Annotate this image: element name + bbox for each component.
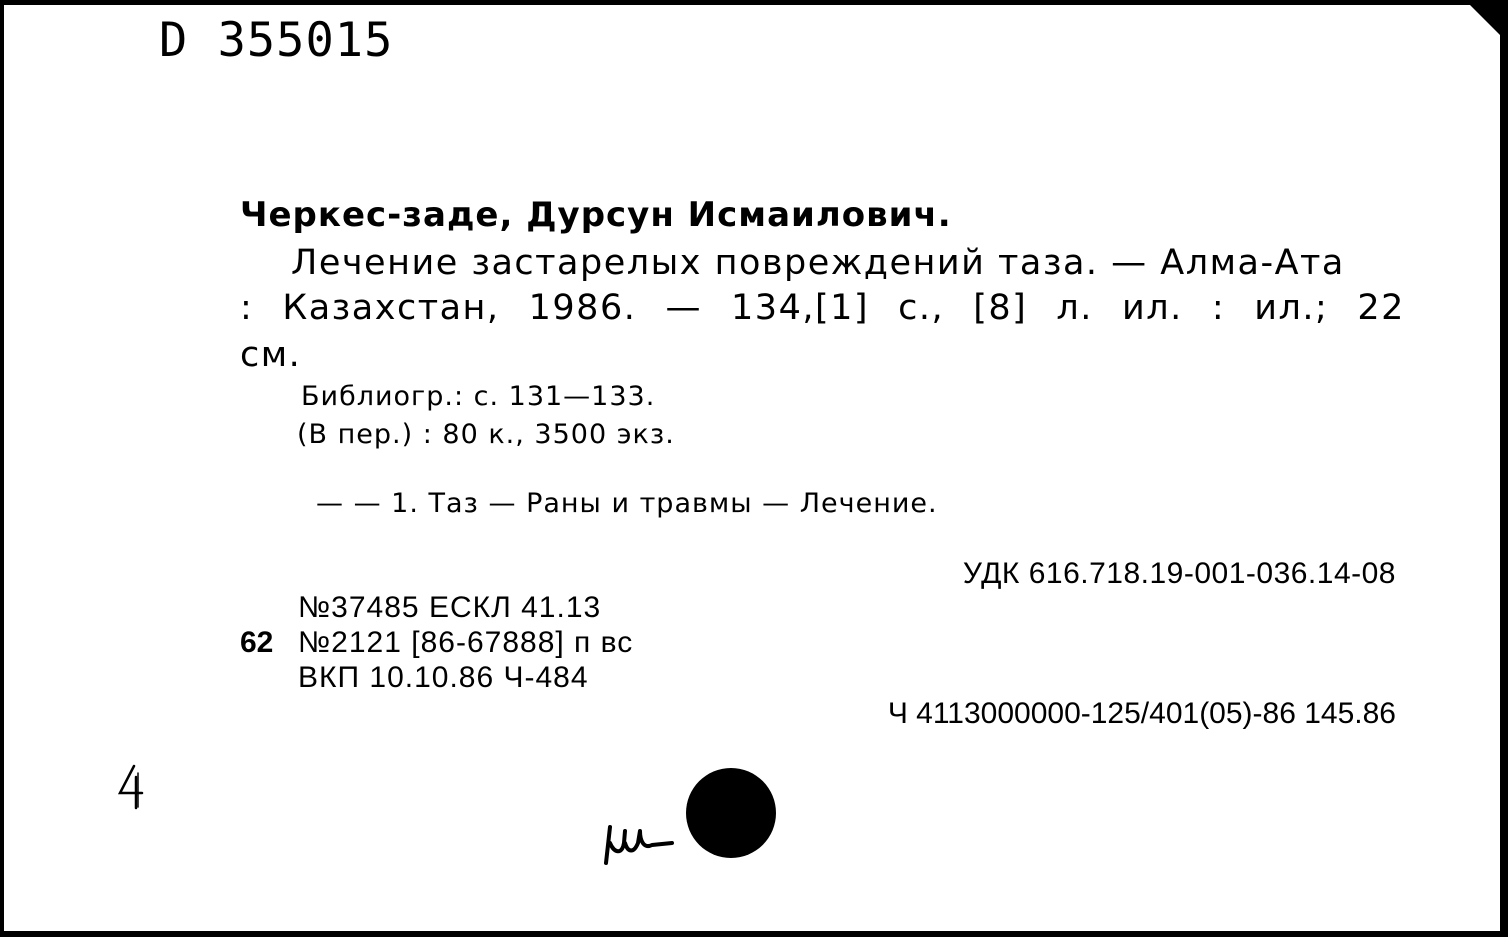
title-line-2-word: с., (898, 288, 945, 328)
title-line-2-word: 134,[1] (731, 288, 870, 328)
title-line-2 (240, 288, 1405, 328)
price-note: (В пер.) : 80 к., 3500 экз. (297, 419, 675, 450)
title-line-2-word: л. (1056, 288, 1093, 328)
title-line-2-word: : (240, 288, 254, 328)
registration-line-2: №2121 [86-67888] п вс (298, 626, 634, 659)
title-line-2-word: ил.; (1254, 288, 1329, 328)
title-line-2-word: — (665, 288, 702, 328)
registration-block (240, 591, 633, 696)
handwritten-digit (112, 763, 152, 811)
title-line-2-word: : (1211, 288, 1226, 328)
title-line-2-word: 1986. (528, 288, 637, 328)
bibliography-note: Библиогр.: с. 131—133. (301, 381, 656, 412)
corner-fold (1470, 5, 1500, 35)
punch-hole-mark (686, 768, 776, 858)
author-heading: Черкес-заде, Дурсун Исмаилович. (240, 195, 952, 235)
title-line-2-word: ил. (1122, 288, 1183, 328)
title-line-2-word: 22 (1357, 288, 1405, 328)
call-number: D 355015 (159, 13, 394, 68)
handwritten-initial (600, 813, 680, 867)
registration-label: 62 (240, 626, 274, 659)
title-line-2-word: Казахстан, (282, 288, 500, 328)
registration-line-1: №37485 ЕСКЛ 41.13 (298, 591, 602, 624)
catalog-card (2, 3, 1502, 933)
registration-line-3: ВКП 10.10.86 Ч-484 (298, 661, 589, 694)
udk-code: УДК 616.718.19-001-036.14-08 (962, 557, 1396, 590)
index-code: Ч 4113000000-125/401(05)-86 145.86 (887, 697, 1396, 730)
title-line-1: Лечение застарелых повреждений таза. — Алма-Ата (291, 243, 1345, 283)
title-line-2-word: [8] (973, 288, 1028, 328)
title-line-3: см. (240, 335, 302, 375)
subject-headings: — — 1. Таз — Раны и травмы — Лечение. (316, 488, 938, 519)
